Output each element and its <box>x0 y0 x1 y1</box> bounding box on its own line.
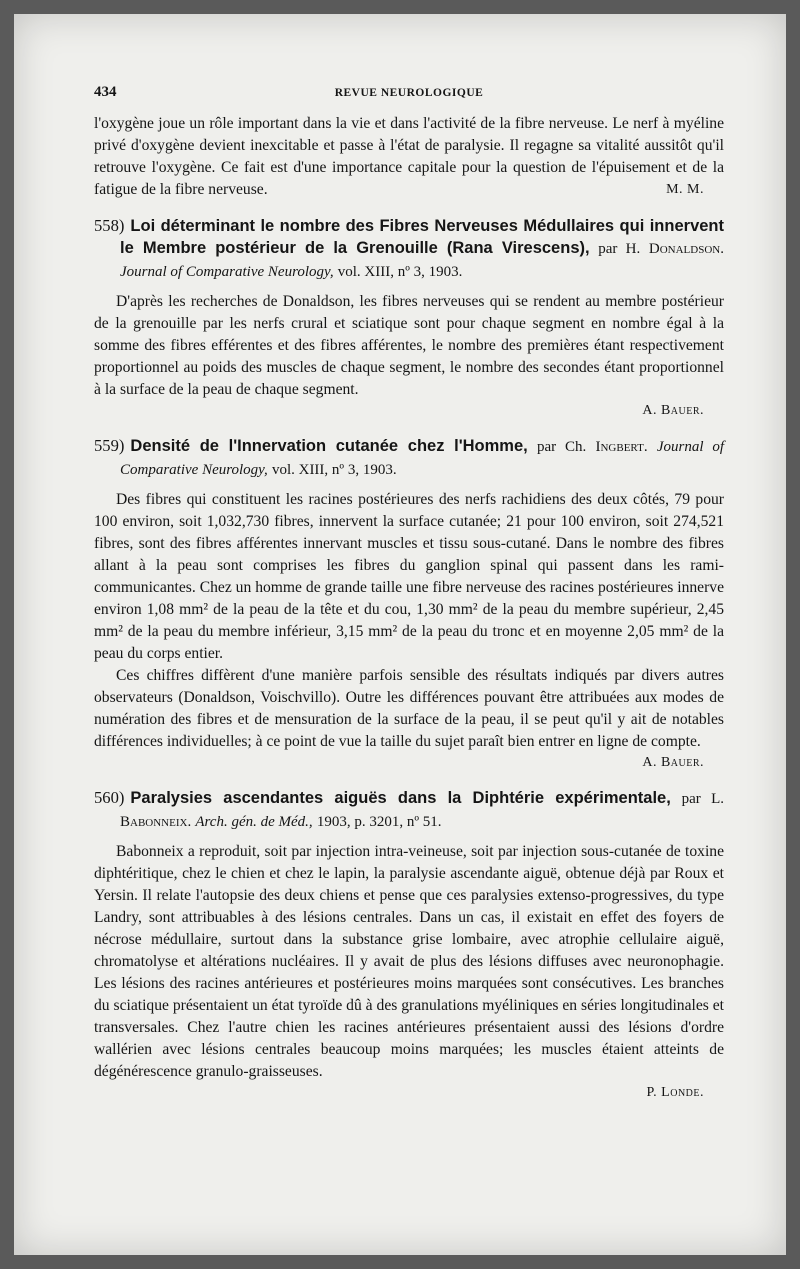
abstract-entry-558 <box>94 215 724 421</box>
entry-text: D'après les recherches de Donaldson, les fibres nerveuses qui se rendent au membre postérieur de la grenouille par les nerfs crural et sciatique sont pour chaque segment en nombre égal à la somme des fibres efférentes et des fibres afférentes, le nombre des premières étant respectivement proportionnel au poids des muscles de chaque segment, le nombre des secondes étant proportionnel à la surface de la peau de chaque segment. <box>94 293 724 398</box>
entry-par: par L. <box>681 791 724 807</box>
entry-number: 559) <box>94 436 125 455</box>
entry-reference: vol. XIII, nº 3, 1903. <box>271 462 397 478</box>
entry-number: 560) <box>94 788 125 807</box>
entry-text: Babonneix a reproduit, soit par injection intra-veineuse, soit par injection sous-cutanée de toxine diphtéritique, chez le chien et chez le lapin, la paralysie ascendante aiguë, obtenue déjà par Roux et Yersin. Il relate l'autopsie des deux chiens et pense que ces paralysies extenso-progressives, du type Landry, sont attribuables à des lésions centrales. Dans un cas, il existait en effet des foyers de nécrose médullaire, surtout dans la substance grise lombaire, avec atrophie cellulaire aiguë, chromatolyse et altérations nucléaires. Il y avait de plus des lésions diffuses avec neuronophagie. Les lésions des racines antérieures et postérieures moins marquées sont consécutives. Les branches du sciatique présentaient un état tyroïde dû à des granulations myéliniques en séries longitudinales et transversales. Chez l'autre chien les racines antérieures présentaient aussi des lésions d'ordre wallérien avec lésions centrales beaucoup moins marquées; les muscles étaient atteints de dégénérescence granulo-graisseuses. <box>94 843 724 1080</box>
entry-paragraph <box>94 489 724 665</box>
intro-text: l'oxygène joue un rôle important dans la vie et dans l'activité de la fibre nerveuse. Le nerf à myéline privé d'oxygène devient inexcitable et passe à l'état de paralysie. Il regagne sa vitalité aussitôt qu'il retrouve l'oxygène. Ce fait est d'une importance capitale pour la question de l'épuisement et de la fatigue de la fibre nerveuse. <box>94 115 724 198</box>
entry-author: Donaldson. <box>648 241 724 257</box>
entry-title: Loi déterminant le nombre des Fibres Nerveuses Médullaires qui innervent le Membre postérieur de la Grenouille (Rana Virescens), <box>120 217 724 257</box>
entry-author: Babonneix. <box>120 814 192 830</box>
entry-signature: P. Londe. <box>646 1085 704 1100</box>
abstract-entry-559 <box>94 435 724 773</box>
intro-paragraph <box>94 113 724 201</box>
entry-signature: A. Bauer. <box>642 755 704 770</box>
intro-signature: M. M. <box>666 182 704 197</box>
entry-heading <box>94 215 724 283</box>
entry-author: Ingbert. <box>595 439 648 455</box>
entry-par: par H. <box>598 241 641 257</box>
page-header <box>94 84 724 101</box>
entry-text: Ces chiffres diffèrent d'une manière parfois sensible des résultats indiqués par divers autres observateurs (Donaldson, Voischvillo). Outre les différences pouvant être attribuées aux modes de numération des fibres et de mensuration de la surface de la peau, il se peut qu'il y ait de notables différences individuelles; à ce point de vue la taille du sujet paraît bien entrer en ligne de compte. <box>94 667 724 750</box>
page-number: 434 <box>94 84 117 100</box>
running-head: REVUE NEUROLOGIQUE <box>334 87 484 99</box>
entry-title: Paralysies ascendantes aiguës dans la Diphtérie expérimentale, <box>130 789 671 807</box>
scanned-page <box>14 14 786 1255</box>
entry-paragraph <box>94 291 724 401</box>
entry-journal: Journal of Comparative Neurology, <box>120 439 724 478</box>
entry-number: 558) <box>94 216 125 235</box>
entry-reference: 1903, p. 3201, nº 51. <box>316 814 442 830</box>
page-content <box>94 84 724 1103</box>
entry-title: Densité de l'Innervation cutanée chez l'Homme, <box>130 437 528 455</box>
entry-paragraph <box>94 841 724 1083</box>
entry-heading <box>94 435 724 481</box>
abstract-entry-560 <box>94 787 724 1103</box>
entry-reference: vol. XIII, nº 3, 1903. <box>337 264 463 280</box>
entry-text: Des fibres qui constituent les racines postérieures des nerfs rachidiens des deux côtés, 79 pour 100 environ, soit 1,032,730 fibres, innervent la surface cutanée; 21 pour 100 environ, soit 274,521 fibres, sont des fibres afférentes innervant muscles et tissu sous-cutané. Dans le nombre des fibres allant à la peau sont comprises les fibres du ganglion spinal qui passent dans les rami-communicantes. Chez un homme de grande taille une fibre nerveuse des racines postérieures innerve environ 1,08 mm² de la peau de la tête et du cou, 1,30 mm² de la peau du membre supérieur, 2,45 mm² de la peau du membre inférieur, 3,15 mm² de la peau du tronc et en moyenne 2,05 mm² de la peau du corps entier. <box>94 491 724 662</box>
entry-paragraph <box>94 665 724 753</box>
entry-journal: Journal of Comparative Neurology, <box>120 264 334 280</box>
entry-journal: Arch. gén. de Méd., <box>195 814 313 830</box>
entry-signature: A. Bauer. <box>642 403 704 418</box>
entry-heading <box>94 787 724 833</box>
entry-par: par Ch. <box>536 439 587 455</box>
